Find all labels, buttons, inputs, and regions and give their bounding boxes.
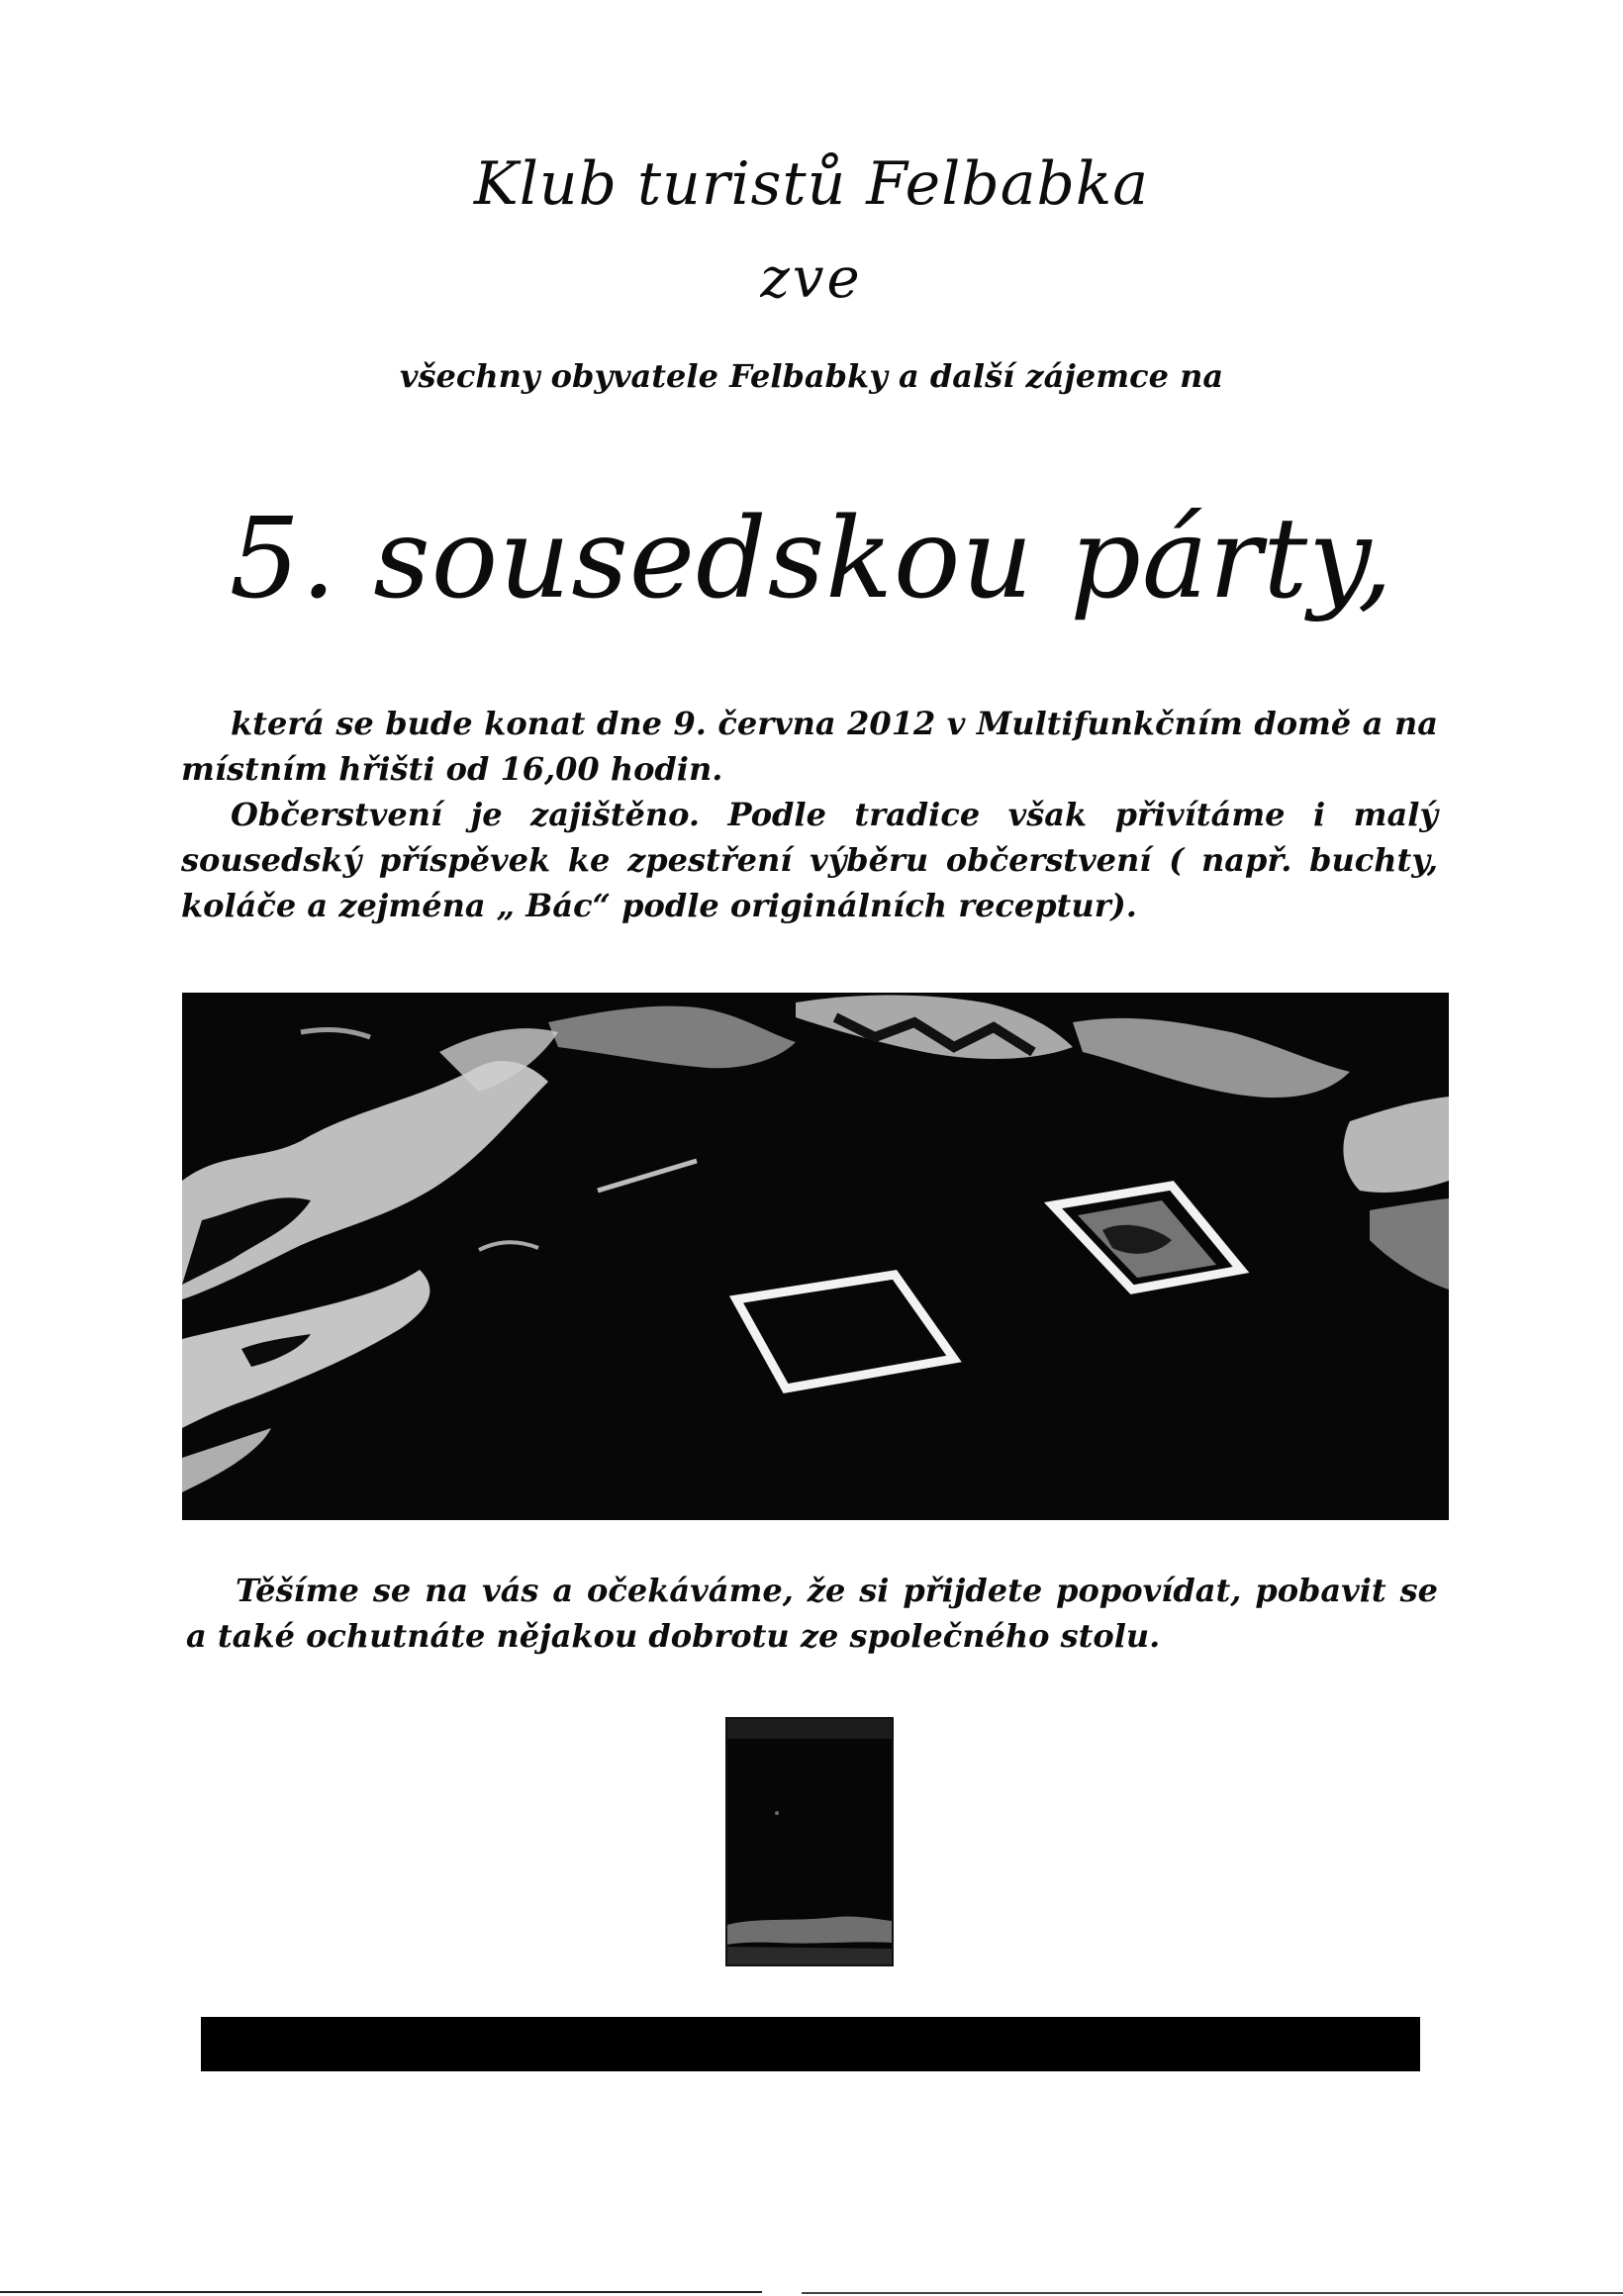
food-table-photo — [182, 993, 1449, 1520]
scan-edge-line-right — [802, 2292, 1623, 2294]
small-photo — [725, 1717, 894, 1966]
club-title: Klub turistů Felbabka — [473, 149, 1150, 219]
details-paragraph-refreshments: Občerstvení je zajištěno. Podle tradice však přivítáme i malý sousedský příspěvek ke zpestření výběru občerstvení ( např. buchty, koláče a zejména „ Bác“ podle originálních receptur). — [181, 796, 1438, 924]
black-bar — [201, 2017, 1420, 2071]
closing-text — [186, 1568, 1438, 1659]
scan-edge-line — [0, 2291, 762, 2293]
details-paragraph-date: která se bude konat dne 9. června 2012 v Multifunkčním domě a na místním hřišti od 16,00 hodin. — [181, 705, 1438, 788]
event-title: 5. sousedskou párty, — [229, 495, 1394, 623]
food-table-photo-graphic — [182, 993, 1449, 1520]
invite-line: všechny obyvatele Felbabky a další zájemce na — [399, 357, 1224, 395]
invites-word: zve — [760, 246, 863, 311]
event-details — [181, 701, 1438, 928]
small-photo-graphic — [727, 1719, 892, 1964]
closing-paragraph: Těšíme se na vás a očekáváme, že si přijdete popovídat, pobavit se a také ochutnáte nějakou dobrotu ze společného stolu. — [186, 1572, 1438, 1655]
